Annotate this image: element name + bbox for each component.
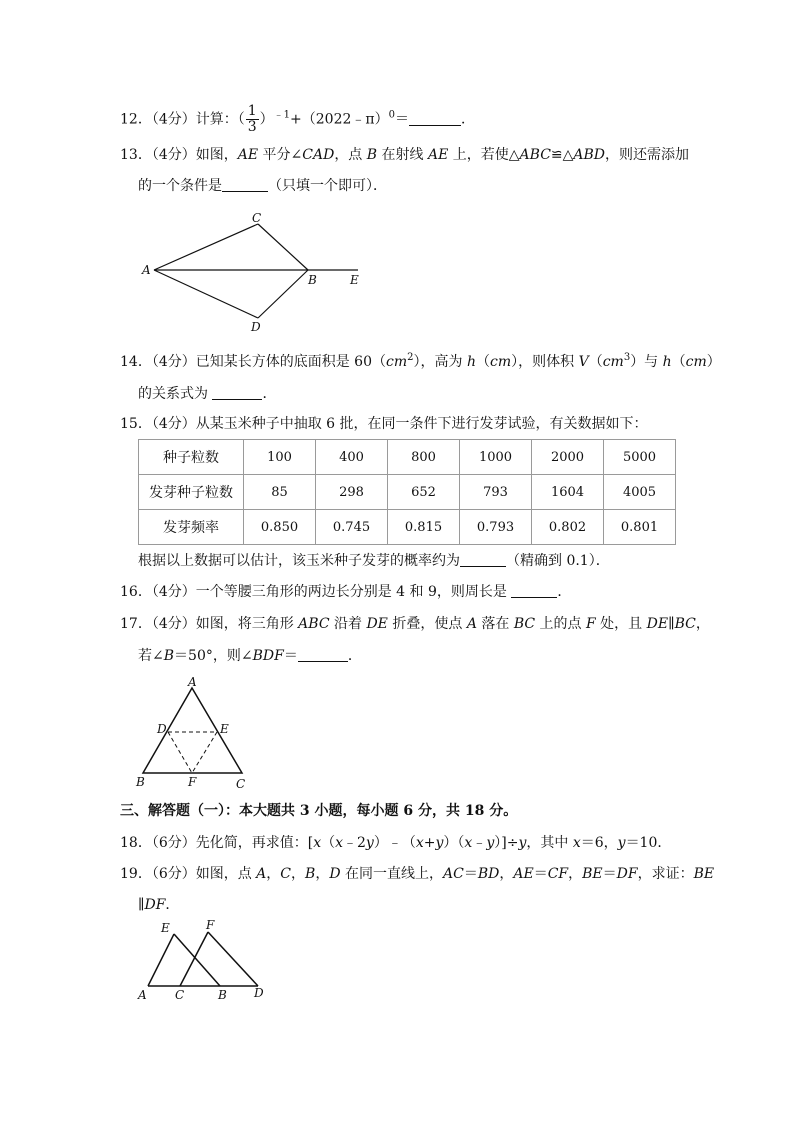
answer-blank-16[interactable]: [511, 583, 557, 598]
segment-cb: [258, 224, 308, 270]
question-14-line1: 14．（4分）已知某长方体的底面积是 $60(cm^2)$，高为 h（cm），则体积 $V(cm^3)$与 h（cm）: [120, 352, 721, 370]
fraction-one-third: $\frac{1}{3}$: [247, 103, 257, 135]
label-f: F: [188, 775, 197, 789]
label-e: E: [220, 722, 229, 736]
figure-17-triangle: [130, 674, 260, 792]
label-b: B: [218, 988, 227, 1002]
figure-19-triangles: [130, 914, 275, 1006]
segment-cf: [180, 932, 208, 986]
question-13-line2: 的一个条件是 （只填一个即可）．: [138, 178, 387, 194]
segment-ac: [154, 224, 258, 270]
label-d: D: [251, 320, 261, 334]
question-13-line1: 13．（4分）如图，AE 平分∠CAD，点 B 在射线 AE 上，若使△ABC≌△ABD，则还需添加: [120, 147, 690, 163]
label-e: E: [350, 273, 359, 287]
segment-eb: [174, 934, 220, 986]
label-c: C: [175, 988, 185, 1002]
segment-db: [258, 270, 308, 318]
label-d: D: [157, 722, 167, 736]
label-b: B: [308, 273, 317, 287]
segment-fd: [208, 932, 258, 986]
answer-blank-17[interactable]: [298, 647, 348, 662]
table-row: 种子粒数 100 400 800 1000 2000 5000: [139, 440, 676, 475]
figure-13-kite: [130, 206, 380, 336]
label-a: A: [188, 675, 197, 689]
segment-ae: [148, 934, 174, 986]
label-a: A: [142, 263, 151, 277]
section-3-heading: 三、解答题（一）：本大题共 3 小题，每小题 6 分，共 18 分。: [120, 803, 518, 819]
question-18: 18．（6分）先化简，再求值：[x（x﹣2y）﹣（x+y）（x﹣y）]÷y，其中 x＝6，y＝10．: [120, 835, 672, 851]
label-c: C: [252, 211, 262, 225]
question-17-line1: 17．（4分）如图，将三角形 ABC 沿着 DE 折叠，使点 A 落在 BC 上的点 F 处，且 DE∥BC，: [120, 616, 710, 632]
segment-ef: [192, 732, 217, 773]
table-row: 发芽种子粒数 85 298 652 793 1604 4005: [139, 475, 676, 510]
segment-df: [168, 732, 192, 773]
germination-table: [138, 439, 676, 545]
question-12: 12．（4分）计算：（ $\frac{1}{3}$ ）$^{﹣1}$+（2022﹣π）$^0$＝ ．: [120, 103, 475, 135]
label-d: D: [254, 986, 264, 1000]
table-row: 发芽频率 0.850 0.745 0.815 0.793 0.802 0.801: [139, 510, 676, 545]
question-16: 16．（4分）一个等腰三角形的两边长分别是 4 和 9，则周长是 ．: [120, 584, 572, 600]
label-e: E: [161, 921, 170, 935]
answer-blank-13[interactable]: [222, 177, 268, 192]
question-17-line2: 若∠B＝50°，则∠BDF＝ ．: [138, 648, 362, 664]
label-c: C: [236, 777, 246, 791]
label-f: F: [206, 918, 215, 932]
label-a: A: [138, 988, 147, 1002]
answer-blank-15[interactable]: [460, 552, 506, 567]
question-15-after: 根据以上数据可以估计，该玉米种子发芽的概率约为 （精确到 0.1）．: [138, 553, 610, 569]
question-19-line1: 19．（6分）如图，点 A，C，B，D 在同一直线上，AC＝BD，AE＝CF，BE＝DF，求证：BE: [120, 866, 715, 882]
answer-blank-14[interactable]: [212, 385, 262, 400]
segment-ad: [154, 270, 258, 318]
question-14-line2: 的关系式为 ．: [138, 386, 277, 402]
question-19-line2: ∥DF．: [138, 897, 180, 913]
answer-blank-12[interactable]: [409, 111, 461, 126]
question-15-line1: 15．（4分）从某玉米种子中抽取 6 批，在同一条件下进行发芽试验，有关数据如下：: [120, 416, 648, 432]
label-b: B: [136, 775, 145, 789]
